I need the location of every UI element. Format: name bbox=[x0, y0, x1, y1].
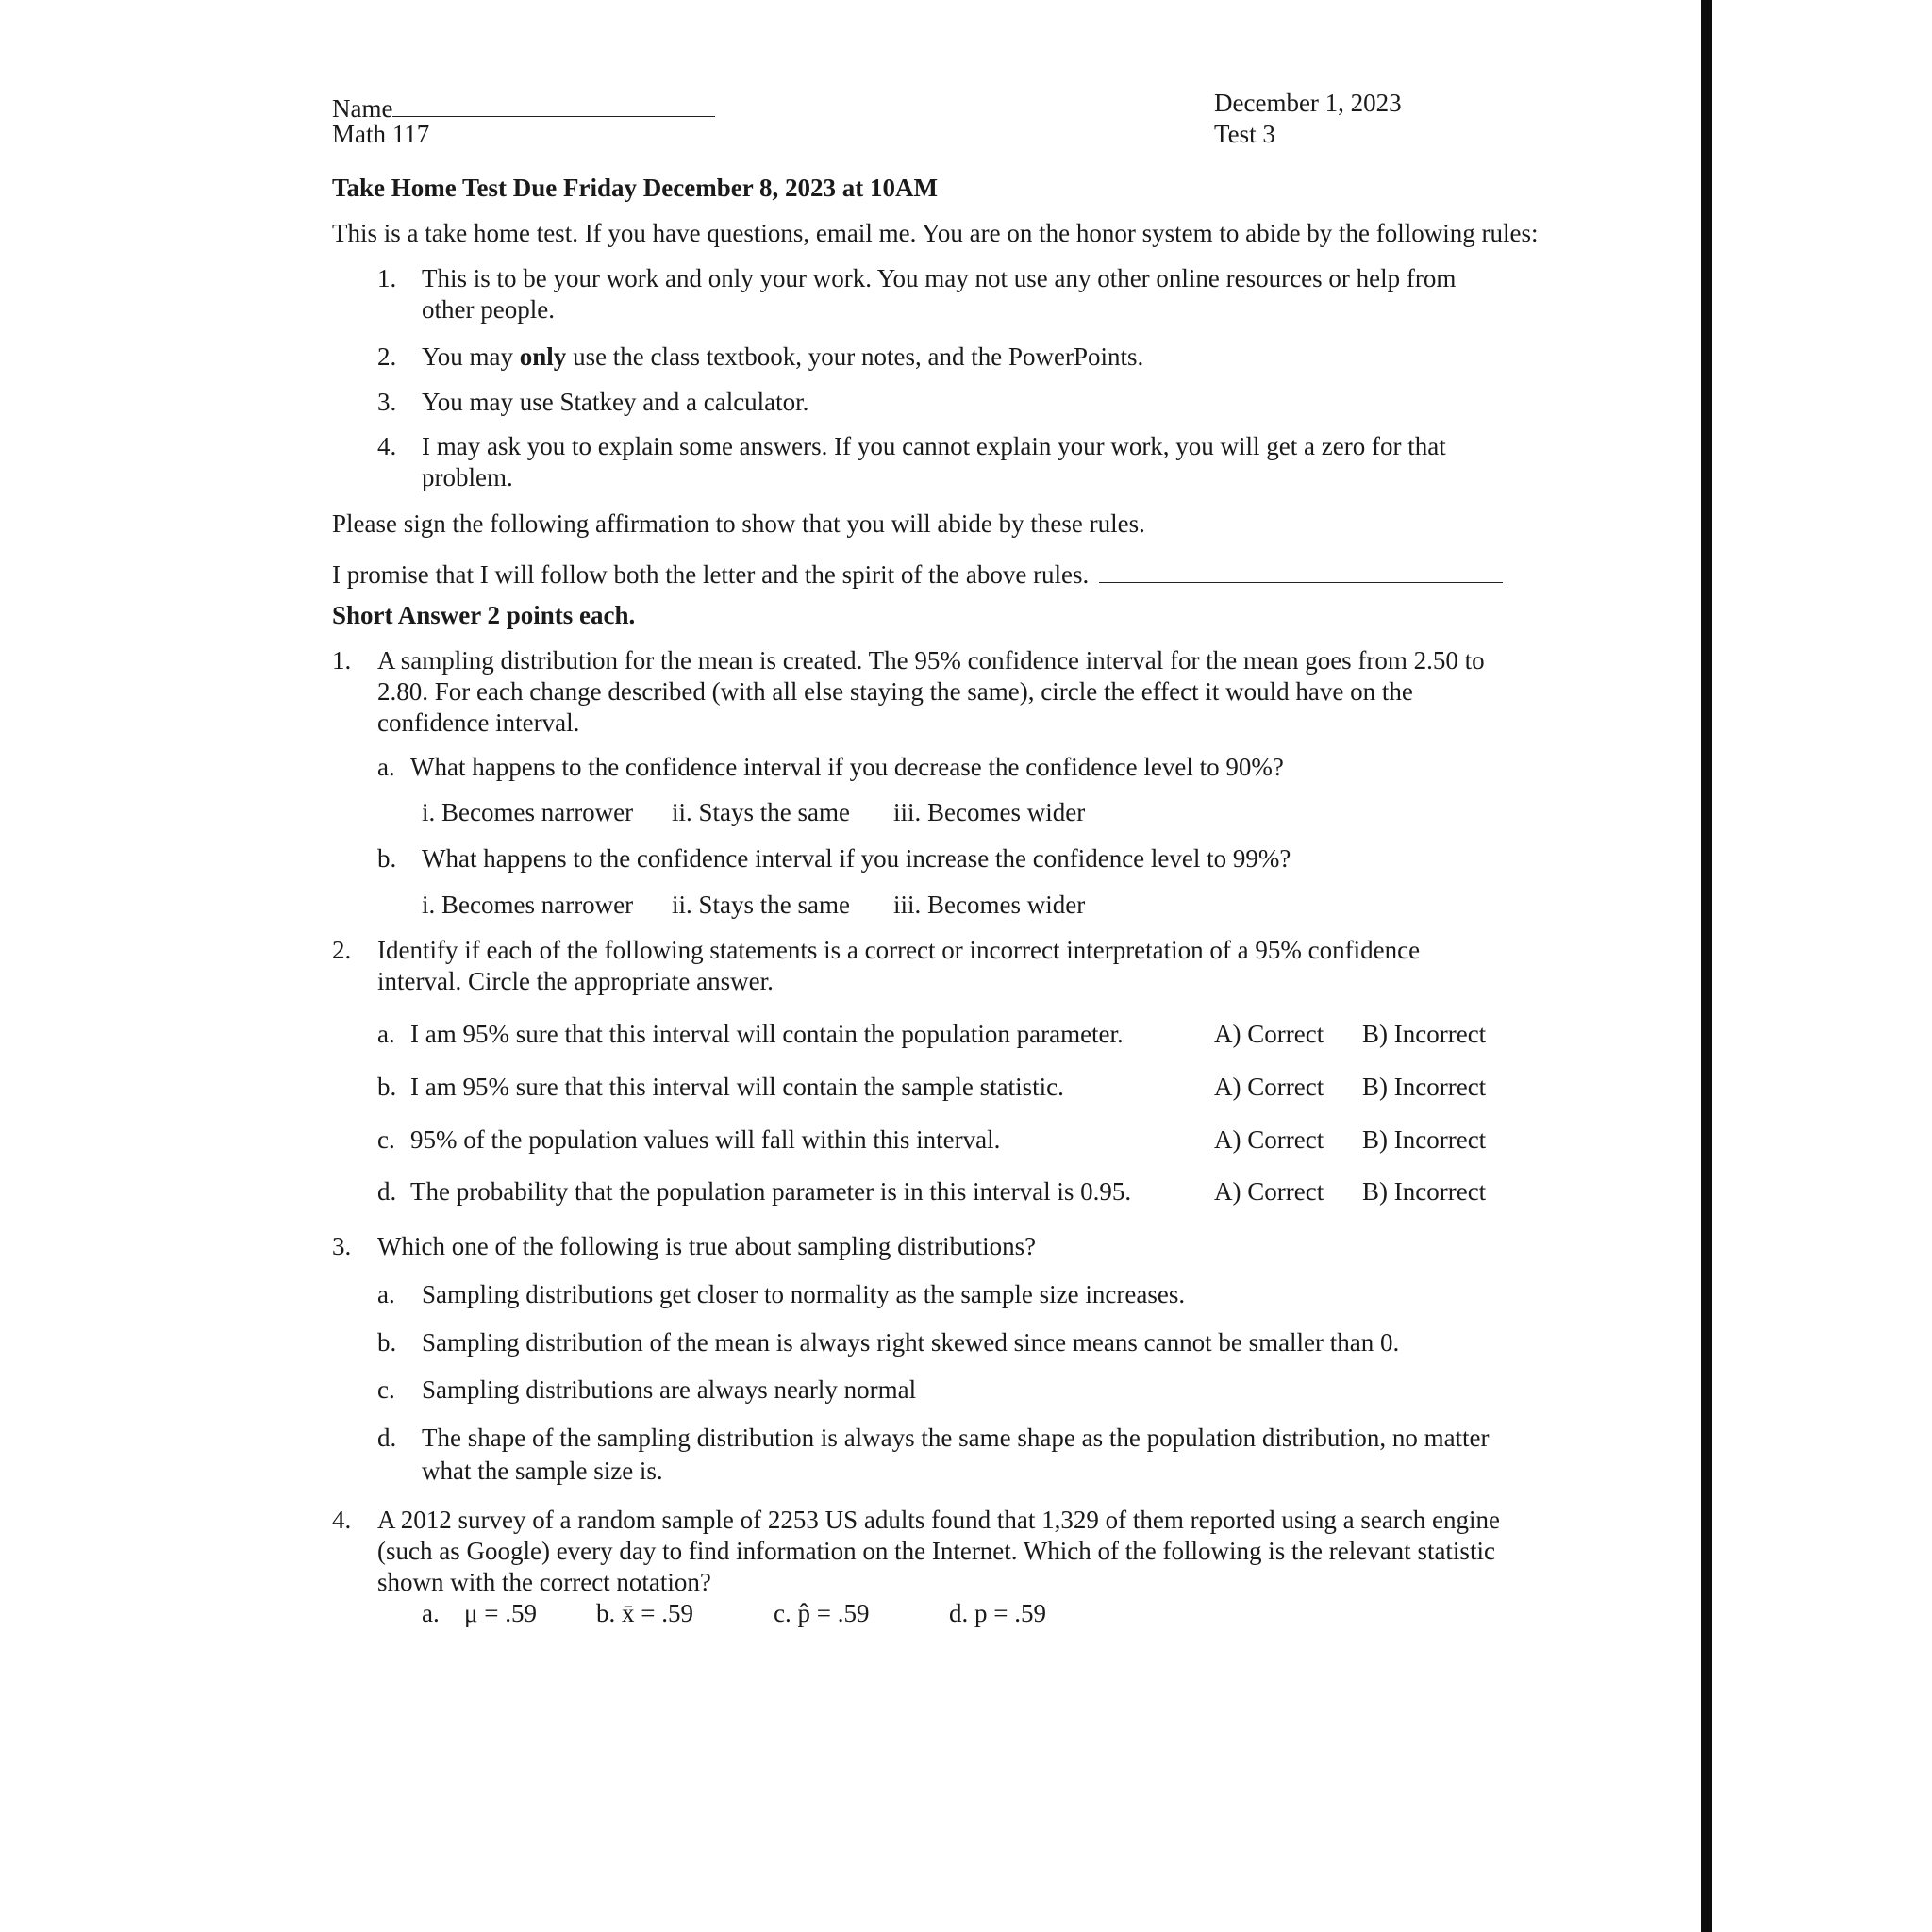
rule-1-line1: This is to be your work and only your work. You may not use any other online resources or help from bbox=[422, 264, 1457, 292]
q3d-label: d. bbox=[377, 1424, 397, 1452]
q1a-label: a. bbox=[377, 753, 395, 781]
name-blank-line[interactable] bbox=[392, 88, 715, 117]
q1b-text: What happens to the confidence interval if you increase the confidence level to 99%? bbox=[422, 844, 1291, 873]
q2d-correct-option[interactable]: A) Correct bbox=[1214, 1177, 1324, 1206]
q2a-label: a. bbox=[377, 1020, 395, 1048]
rule-2-number: 2. bbox=[377, 342, 397, 371]
intro-text: This is a take home test. If you have questions, email me. You are on the honor system to abide by the following rules: bbox=[332, 219, 1539, 247]
q2b-text: I am 95% sure that this interval will contain the sample statistic. bbox=[410, 1073, 1064, 1101]
q1b-choice-ii[interactable]: ii. Stays the same bbox=[672, 891, 850, 919]
q3a-option[interactable]: Sampling distributions get closer to normality as the sample size increases. bbox=[422, 1280, 1186, 1308]
q1a-choice-ii[interactable]: ii. Stays the same bbox=[672, 798, 850, 826]
q1-line1: A sampling distribution for the mean is created. The 95% confidence interval for the mean goes from 2.50 to bbox=[377, 646, 1485, 675]
q2c-correct-option[interactable]: A) Correct bbox=[1214, 1125, 1324, 1154]
rule-2-pre: You may bbox=[422, 342, 520, 371]
q4c-option[interactable]: c. p̂ = .59 bbox=[774, 1599, 870, 1627]
q1-number: 1. bbox=[332, 646, 352, 675]
promise-row bbox=[332, 554, 1503, 591]
q3b-label: b. bbox=[377, 1328, 397, 1357]
date-label: December 1, 2023 bbox=[1214, 89, 1402, 117]
q1-line3: confidence interval. bbox=[377, 708, 580, 737]
test-label: Test 3 bbox=[1214, 120, 1275, 148]
q3-text: Which one of the following is true about sampling distributions? bbox=[377, 1232, 1037, 1260]
rule-2-post: use the class textbook, your notes, and the PowerPoints. bbox=[566, 342, 1144, 371]
rule-4-line2: problem. bbox=[422, 463, 513, 491]
q2c-incorrect-option[interactable]: B) Incorrect bbox=[1362, 1125, 1487, 1154]
rule-4-line1: I may ask you to explain some answers. If you cannot explain your work, you will get a zero for that bbox=[422, 432, 1446, 460]
q2-line1: Identify if each of the following statements is a correct or incorrect interpretation of a 95% confidence bbox=[377, 936, 1421, 964]
q2b-correct-option[interactable]: A) Correct bbox=[1214, 1073, 1324, 1101]
q3-number: 3. bbox=[332, 1232, 352, 1260]
rule-1-number: 1. bbox=[377, 264, 397, 292]
q4-number: 4. bbox=[332, 1506, 352, 1534]
name-label: Name bbox=[332, 94, 393, 123]
q4b-option[interactable]: b. x̄ = .59 bbox=[596, 1599, 693, 1627]
q3c-option[interactable]: Sampling distributions are always nearly normal bbox=[422, 1375, 917, 1404]
q2a-correct-option[interactable]: A) Correct bbox=[1214, 1020, 1324, 1048]
page-title: Take Home Test Due Friday December 8, 2023 at 10AM bbox=[332, 174, 938, 202]
section-heading: Short Answer 2 points each. bbox=[332, 601, 636, 629]
rule-4-number: 4. bbox=[377, 432, 397, 460]
sign-prompt: Please sign the following affirmation to show that you will abide by these rules. bbox=[332, 509, 1145, 538]
q2c-label: c. bbox=[377, 1125, 395, 1154]
q1b-choice-iii[interactable]: iii. Becomes wider bbox=[893, 891, 1086, 919]
rule-2-bold: only bbox=[519, 342, 567, 371]
q2d-label: d. bbox=[377, 1177, 397, 1206]
q1b-choice-i[interactable]: i. Becomes narrower bbox=[422, 891, 634, 919]
q2a-text: I am 95% sure that this interval will contain the population parameter. bbox=[410, 1020, 1124, 1048]
q2-number: 2. bbox=[332, 936, 352, 964]
q1a-text: What happens to the confidence interval if you decrease the confidence level to 90%? bbox=[410, 753, 1284, 781]
rule-3-text: You may use Statkey and a calculator. bbox=[422, 388, 809, 416]
q2c-text: 95% of the population values will fall within this interval. bbox=[410, 1125, 1001, 1154]
rule-2-text bbox=[422, 341, 1143, 373]
signature-line[interactable] bbox=[1099, 554, 1503, 583]
q3d-option-line1[interactable]: The shape of the sampling distribution is always the same shape as the population distribution, no matter bbox=[422, 1424, 1490, 1452]
q4a-label: a. bbox=[422, 1599, 440, 1627]
q1a-choice-iii[interactable]: iii. Becomes wider bbox=[893, 798, 1086, 826]
q3b-option[interactable]: Sampling distribution of the mean is always right skewed since means cannot be smaller than 0. bbox=[422, 1328, 1400, 1357]
rule-3-number: 3. bbox=[377, 388, 397, 416]
promise-text: I promise that I will follow both the letter and the spirit of the above rules. bbox=[332, 560, 1090, 589]
q1b-label: b. bbox=[377, 844, 397, 873]
page-edge-bar bbox=[1701, 0, 1712, 1932]
q1-line2: 2.80. For each change described (with all else staying the same), circle the effect it would have on the bbox=[377, 677, 1413, 706]
q4-line2: (such as Google) every day to find information on the Internet. Which of the following is the relevant statistic bbox=[377, 1537, 1495, 1565]
q1a-choice-i[interactable]: i. Becomes narrower bbox=[422, 798, 634, 826]
q4d-option[interactable]: d. p = .59 bbox=[949, 1599, 1046, 1627]
q2b-label: b. bbox=[377, 1073, 397, 1101]
q4-line3: shown with the correct notation? bbox=[377, 1568, 711, 1596]
q2b-incorrect-option[interactable]: B) Incorrect bbox=[1362, 1073, 1487, 1101]
q4a-option[interactable]: μ = .59 bbox=[464, 1599, 537, 1627]
q2d-incorrect-option[interactable]: B) Incorrect bbox=[1362, 1177, 1487, 1206]
q3a-label: a. bbox=[377, 1280, 395, 1308]
rule-1-line2: other people. bbox=[422, 295, 555, 324]
q2a-incorrect-option[interactable]: B) Incorrect bbox=[1362, 1020, 1487, 1048]
course-label: Math 117 bbox=[332, 120, 430, 148]
q4-line1: A 2012 survey of a random sample of 2253 US adults found that 1,329 of them reported using a search engine bbox=[377, 1506, 1500, 1534]
q3c-label: c. bbox=[377, 1375, 395, 1404]
q2-line2: interval. Circle the appropriate answer. bbox=[377, 967, 774, 995]
q2d-text: The probability that the population parameter is in this interval is 0.95. bbox=[410, 1177, 1132, 1206]
q3d-option-line2[interactable]: what the sample size is. bbox=[422, 1457, 663, 1485]
